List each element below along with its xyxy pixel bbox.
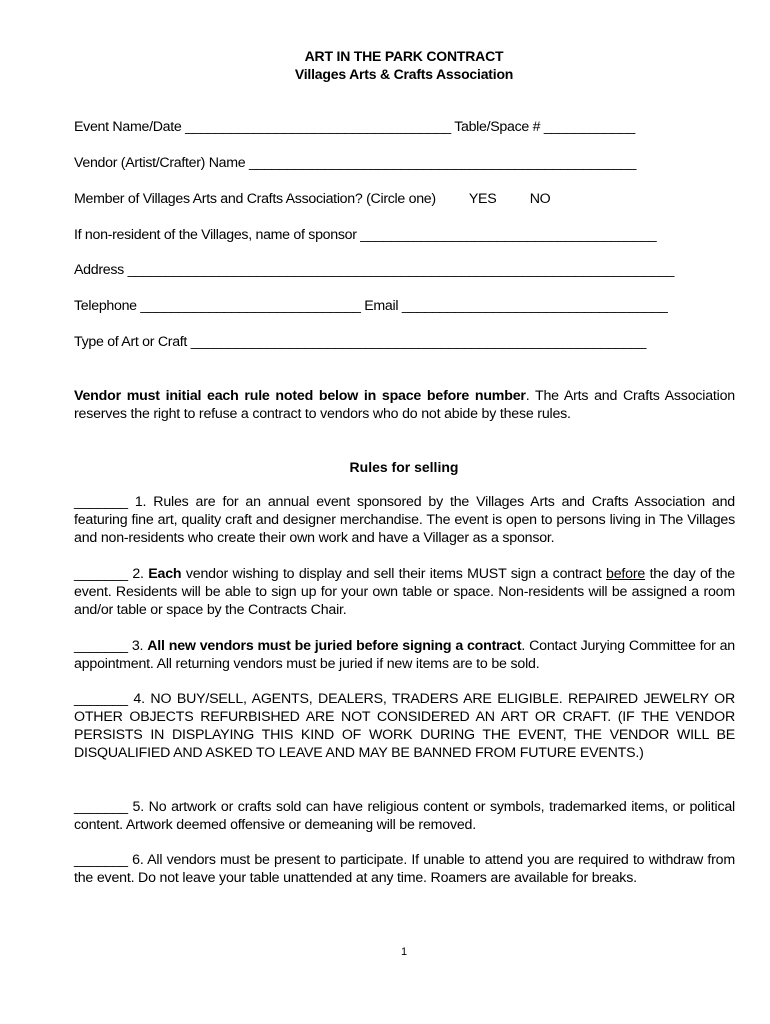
rule-2-text-b: the day of the event. Residents will be able to sign up for your own table or space. Non-residents will be assigned a room and/or table or space by the Contracts Chair.: [74, 566, 735, 618]
rule-2-text-a: vendor wishing to display and sell their items MUST sign a contract: [181, 566, 607, 582]
telephone-field[interactable]: Telephone _____________________________: [74, 298, 361, 314]
rule-2: [74, 565, 735, 619]
instructions-bold: Vendor must initial each rule noted below in space before number: [74, 388, 526, 404]
rule-3-text: . Contact Jurying Committee for an appointment. All returning vendors must be juried if new items are to be sold.: [74, 638, 735, 672]
member-row: [74, 191, 550, 207]
rule-6: _______ 6. All vendors must be present to participate. If unable to attend you are required to withdraw from the event. Do not leave your table unattended at any time. Roamers are available for breaks.: [74, 852, 735, 886]
page-title: ART IN THE PARK CONTRACT: [304, 48, 504, 64]
rule-2-initial: _______ 2.: [74, 566, 149, 582]
rules-heading: Rules for selling: [349, 459, 459, 475]
art-type-field[interactable]: Type of Art or Craft ____________________________________________________________: [74, 334, 647, 350]
rule-3-initial: _______ 3.: [74, 638, 148, 654]
rule-2-bold: Each: [148, 566, 182, 582]
member-no-option[interactable]: NO: [529, 191, 551, 207]
address-field[interactable]: Address ________________________________________________________________________: [74, 262, 675, 278]
rule-5: _______ 5. No artwork or crafts sold can have religious content or symbols, trademarked items, or political content. Artwork deemed offensive or demeaning will be removed.: [74, 799, 735, 833]
contact-row[interactable]: [74, 298, 668, 314]
rule-3-bold: All new vendors must be juried before signing a contract: [147, 638, 522, 654]
rule-3: [74, 637, 735, 673]
table-space-field[interactable]: Table/Space # ____________: [454, 119, 635, 135]
event-name-field[interactable]: Event Name/Date ___________________________________: [74, 119, 451, 135]
page-number: 1: [400, 946, 408, 958]
event-name-row[interactable]: [74, 119, 635, 135]
instructions-paragraph: [74, 387, 735, 423]
instructions-rest: . The Arts and Crafts Association reserves the right to refuse a contract to vendors who do not abide by these rules.: [74, 388, 735, 422]
rule-4: _______ 4. NO BUY/SELL, AGENTS, DEALERS, TRADERS ARE ELIGIBLE. REPAIRED JEWELRY OR OTHER OBJECTS REFURBISHED ARE NOT CONSIDERED AN ART OR CRAFT. (IF THE VENDOR PERSISTS IN DISPLAYING THIS KIND OF WORK DURING THE EVENT, THE VENDOR WILL BE DISQUALIFIED AND ASKED TO LEAVE AND MAY BE BANNED FROM FUTURE EVENTS.): [74, 691, 735, 761]
member-question: Member of Villages Arts and Crafts Association? (Circle one): [74, 191, 436, 207]
rule-1: _______ 1. Rules are for an annual event sponsored by the Villages Arts and Crafts Association and featuring fine art, quality craft and designer merchandise. The event is open to persons living in The Villages and non-residents who create their own work and have a Villager as a sponsor.: [74, 494, 735, 546]
email-field[interactable]: Email ___________________________________: [364, 298, 668, 314]
vendor-name-field[interactable]: Vendor (Artist/Crafter) Name ___________________________________________________: [74, 155, 637, 171]
rule-2-underline: before: [606, 566, 646, 582]
page-subtitle: Villages Arts & Crafts Association: [294, 66, 514, 82]
member-yes-option[interactable]: YES: [468, 191, 497, 207]
sponsor-field[interactable]: If non-resident of the Villages, name of sponsor _______________________________________: [74, 227, 657, 243]
